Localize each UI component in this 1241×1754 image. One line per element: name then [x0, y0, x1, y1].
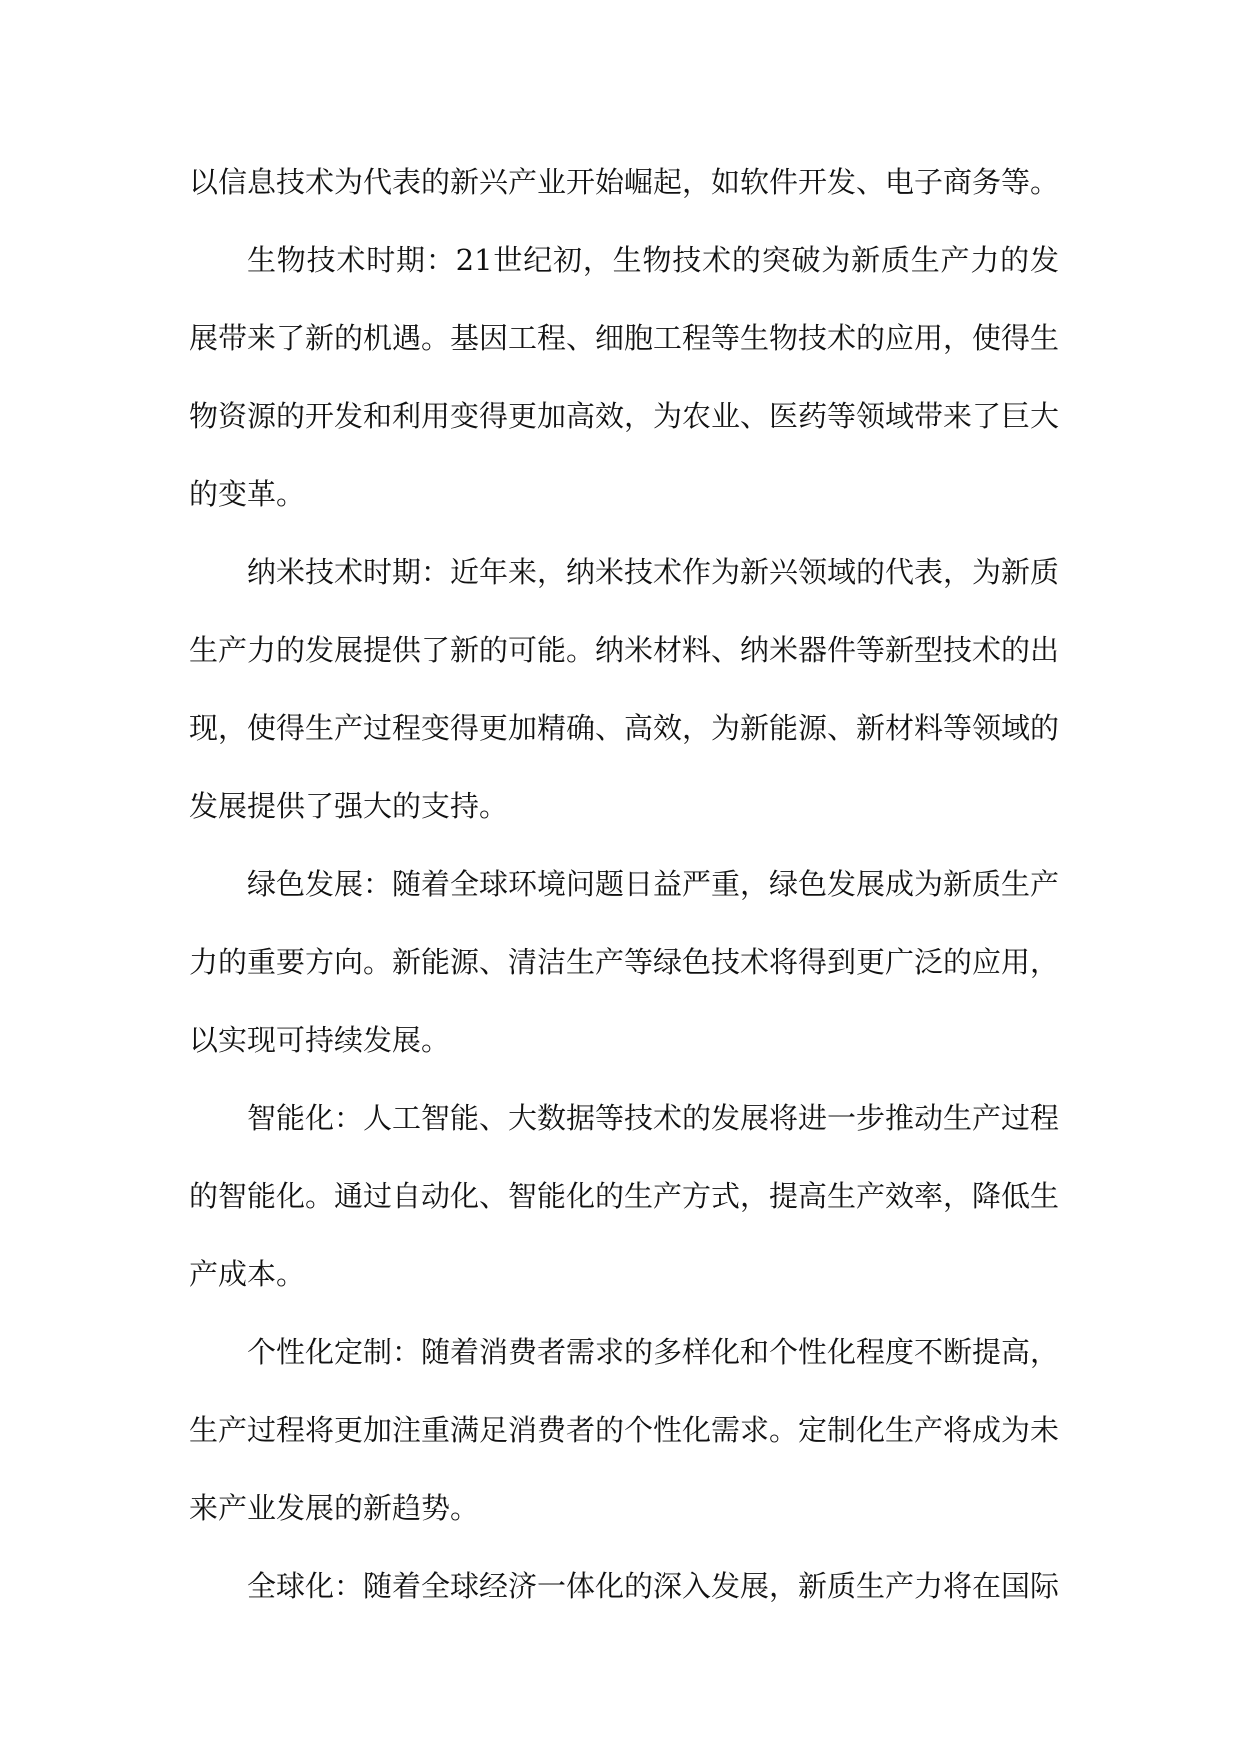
paragraph-intelligentization: 智能化：人工智能、大数据等技术的发展将进一步推动生产过程的智能化。通过自动化、智能化的生产方式，提高生产效率，降低生产成本。: [189, 1101, 1060, 1291]
paragraph-nanotech-period: 纳米技术时期：近年来，纳米技术作为新兴领域的代表，为新质生产力的发展提供了新的可能。纳米材料、纳米器件等新型技术的出现，使得生产过程变得更加精确、高效，为新能源、新材料等领域的发展提供了强大的支持。: [189, 555, 1060, 823]
paragraph-continuation: 以信息技术为代表的新兴产业开始崛起，如软件开发、电子商务等。: [189, 165, 1060, 199]
document-body: [189, 143, 1059, 1625]
paragraph-green-development: 绿色发展：随着全球环境问题日益严重，绿色发展成为新质生产力的重要方向。新能源、清洁生产等绿色技术将得到更广泛的应用，以实现可持续发展。: [189, 867, 1060, 1057]
paragraph-customization: 个性化定制：随着消费者需求的多样化和个性化程度不断提高，生产过程将更加注重满足消费者的个性化需求。定制化生产将成为未来产业发展的新趋势。: [189, 1335, 1060, 1525]
paragraph-biotech-period: 生物技术时期：21世纪初，生物技术的突破为新质生产力的发展带来了新的机遇。基因工程、细胞工程等生物技术的应用，使得生物资源的开发和利用变得更加高效，为农业、医药等领域带来了巨大的变革。: [189, 243, 1060, 511]
paragraph-globalization: 全球化：随着全球经济一体化的深入发展，新质生产力将在国际: [247, 1569, 1060, 1603]
